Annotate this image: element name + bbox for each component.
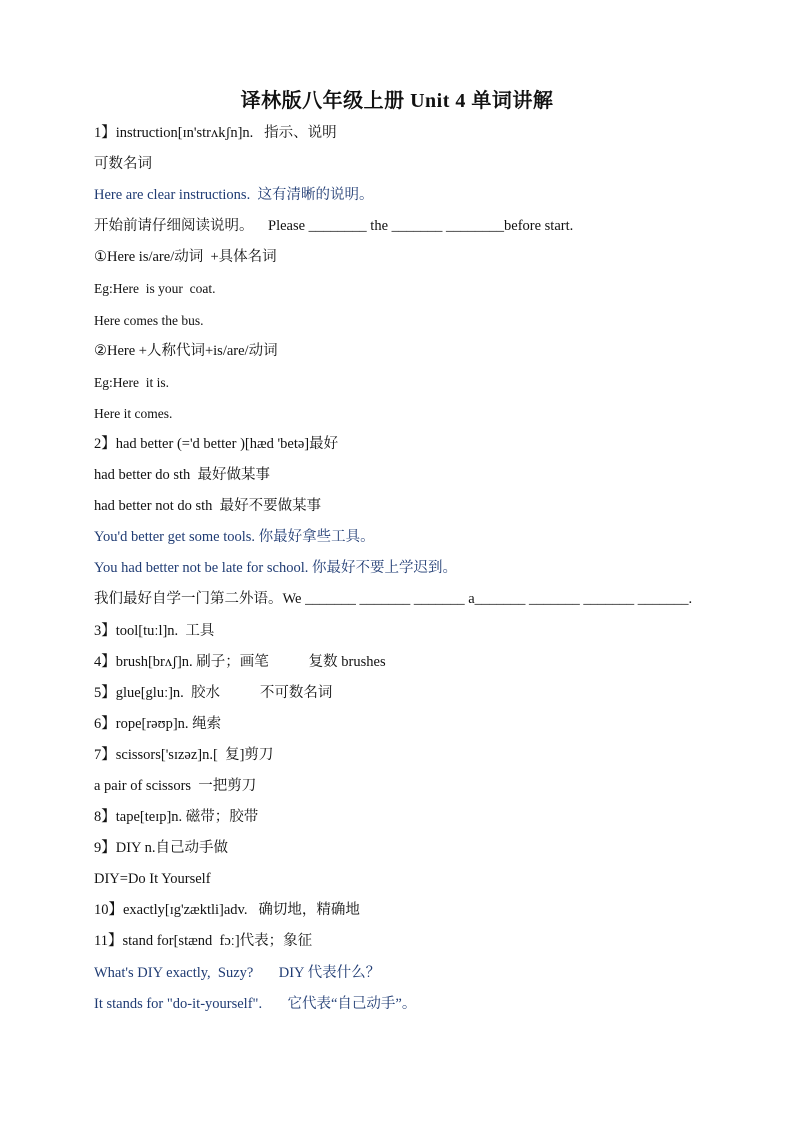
page-title: 译林版八年级上册 Unit 4 单词讲解 — [240, 90, 554, 112]
entry-exactly: 10】exactly[ɪg'zæktli]adv. 确切地，精确地 — [94, 902, 360, 919]
grammar-rule: ①Here is/are/动词 +具体名词 — [94, 249, 277, 266]
entry-brush: 4】brush[brʌʃ]n. 刷子；画笔 复数 brushes — [94, 653, 386, 670]
entry-stand-for: 11】stand for[stænd fɔː]代表；象征 — [94, 933, 313, 950]
entry-instruction: 1】instruction[ɪn'strʌkʃn]n. 指示、说明 — [94, 125, 337, 141]
example-sentence: What's DIY exactly, Suzy? DIY 代表什么？ — [94, 964, 381, 981]
note-countable-noun: 可数名词 — [94, 156, 152, 173]
note-diy-expansion: DIY=Do It Yourself — [94, 871, 211, 888]
example-sentence: Eg:Here is your coat. — [94, 281, 216, 297]
example-sentence: You had better not be late for school. 你最好不要上学迟到。 — [94, 560, 457, 577]
vocabulary-notes — [94, 118, 734, 1020]
phrase-usage: a pair of scissors 一把剪刀 — [94, 777, 257, 794]
entry-tape: 8】tape[teɪp]n. 磁带；胶带 — [94, 809, 259, 826]
example-sentence: Here are clear instructions. 这有清晰的说明。 — [94, 187, 374, 204]
entry-rope: 6】rope[rəʊp]n. 绳索 — [94, 715, 222, 732]
entry-tool: 3】tool[tuːl]n. 工具 — [94, 622, 215, 639]
example-sentence: Eg:Here it is. — [94, 374, 169, 390]
entry-had-better: 2】had better (='d better )[hæd 'betə]最好 — [94, 435, 339, 452]
example-sentence: Here comes the bus. — [94, 312, 204, 328]
entry-glue: 5】glue[gluː]n. 胶水 不可数名词 — [94, 684, 333, 701]
example-sentence: Here it comes. — [94, 405, 173, 421]
entry-diy: 9】DIY n.自己动手做 — [94, 840, 228, 857]
phrase-usage: had better not do sth 最好不要做某事 — [94, 498, 322, 515]
fill-in-exercise: 开始前请仔细阅读说明。 Please ________ the _______ ________before start. — [94, 218, 574, 235]
example-sentence: It stands for "do-it-yourself". 它代表“自己动手”。 — [94, 995, 417, 1012]
entry-scissors: 7】scissors['sɪzəz]n.[ 复]剪刀 — [94, 746, 274, 763]
grammar-rule: ②Here +人称代词+is/are/动词 — [94, 342, 278, 359]
fill-in-exercise: 我们最好自学一门第二外语。We _______ _______ _______ a_______ _______ _______ _______. — [94, 591, 693, 608]
example-sentence: You'd better get some tools. 你最好拿些工具。 — [94, 529, 375, 546]
phrase-usage: had better do sth 最好做某事 — [94, 467, 270, 484]
